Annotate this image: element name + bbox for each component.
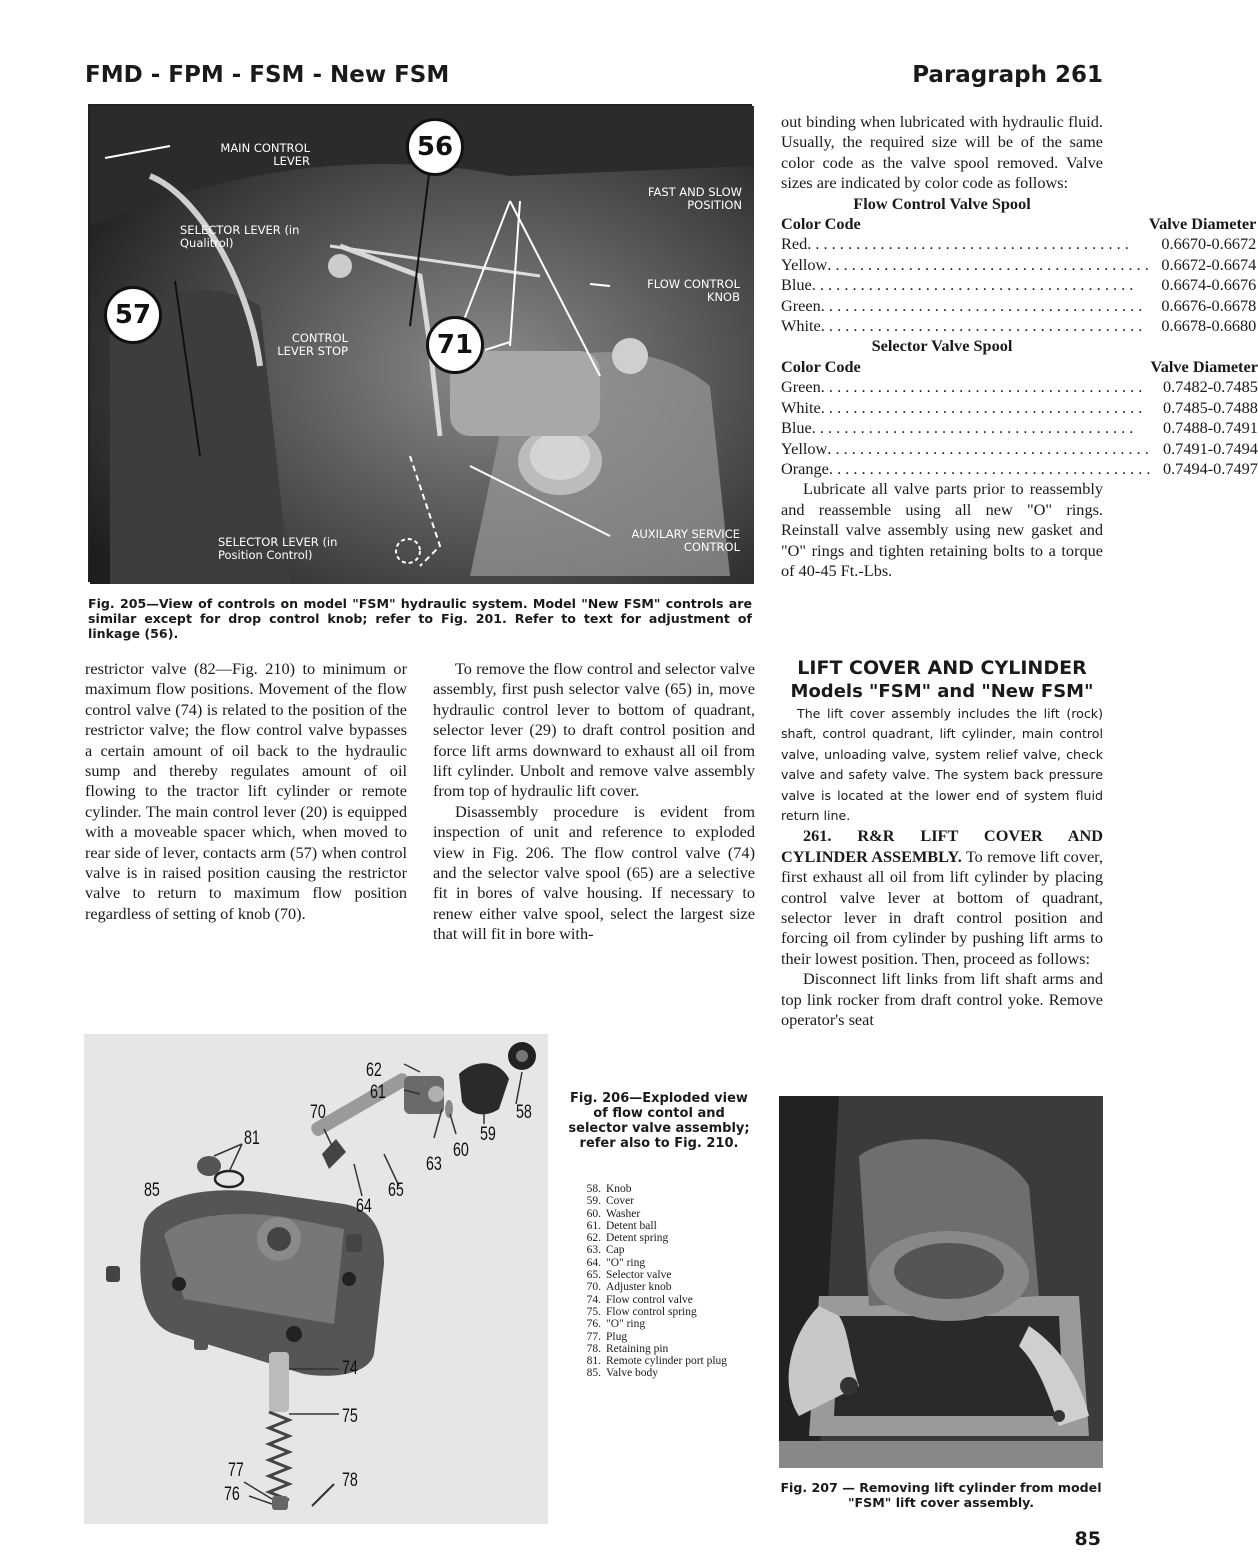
selector-spool-color-text: Blue <box>781 418 812 438</box>
legend-number: 62. <box>586 1232 601 1245</box>
legend-text: Detent spring <box>606 1232 669 1245</box>
selector-spool-color <box>781 439 1150 459</box>
flow-spool-diameter: 0.6672-0.6674 <box>1161 254 1257 274</box>
selector-spool-diameter: 0.7488-0.7491 <box>1162 418 1258 438</box>
flow-spool-leader-dots: . . . . . . . . . . . . . . . . . . . . . . . . . . . . . . . . . . . . . . . . <box>827 254 1149 274</box>
legend-text: Flow control spring <box>606 1305 697 1318</box>
legend-text: Cap <box>606 1244 625 1257</box>
legend-text: Knob <box>606 1183 632 1195</box>
flow-spool-row <box>781 296 1256 316</box>
fig207-photo <box>779 1096 1103 1468</box>
selector-table-title: Selector Valve Spool <box>871 336 1013 356</box>
legend-number: 61. <box>586 1219 601 1232</box>
part-num-63: 63 <box>426 1154 442 1175</box>
label-auxilary: AUXILARY SERVICE CONTROL <box>631 527 740 554</box>
section-intro: The lift cover assembly includes the lift (rock) shaft, control quadrant, lift cylinder, main control valve, unloading valve, system relief valve, check valve and safety valve. The system back pressure valve is located at the lower end of system fluid return line. <box>781 706 1103 824</box>
flow-spool-color-text: White <box>781 316 821 336</box>
legend-item <box>579 1269 759 1281</box>
selector-spool-row <box>781 459 1258 479</box>
selector-spool-leader-dots: . . . . . . . . . . . . . . . . . . . . . . . . . . . . . . . . . . . . . . . . <box>811 418 1134 438</box>
label-control-lever-stop: CONTROL LEVER STOP <box>277 331 348 358</box>
legend-number: 64. <box>586 1256 601 1269</box>
part-num-61: 61 <box>370 1082 386 1103</box>
legend-text: Retaining pin <box>606 1342 669 1355</box>
selector-spool-diameter: 0.7485-0.7488 <box>1162 397 1258 417</box>
selector-spool-diameter: 0.7494-0.7497 <box>1162 458 1258 478</box>
flow-spool-row <box>781 275 1256 295</box>
part-num-65: 65 <box>388 1180 404 1201</box>
legend-text: Remote cylinder port plug <box>606 1355 728 1368</box>
paragraph-261-text: To remove lift cover, first exhaust all oil from lift cylinder by placing control valve lever at bottom of quadrant, selector lever in draft control position and forcing oil from cylinder by pushing lift arms to their lowest position. Then, proceed as follows: <box>781 846 1104 968</box>
flow-spool-color-text: Green <box>781 295 821 315</box>
part-num-74: 74 <box>342 1358 358 1379</box>
legend-number: 59. <box>586 1195 601 1208</box>
sel-col-dia: Valve Diameter <box>1150 356 1258 376</box>
flow-spool-leader-dots: . . . . . . . . . . . . . . . . . . . . . . . . . . . . . . . . . . . . . . . . <box>820 316 1143 336</box>
paragraph-261-heading: 261. R&R LIFT COVER AND CYLINDER ASSEMBLY. <box>781 826 1103 866</box>
running-header-left: FMD - FPM - FSM - New FSM <box>85 62 450 88</box>
legend-text: Valve body <box>606 1367 659 1380</box>
section-title: LIFT COVER AND CYLINDER <box>797 657 1087 679</box>
selector-spool-row <box>781 377 1258 397</box>
selector-spool-row <box>781 418 1258 438</box>
selector-spool-color <box>781 398 1150 418</box>
selector-spool-table <box>781 357 1258 479</box>
legend-number: 81. <box>586 1355 601 1368</box>
legend-number: 77. <box>586 1330 601 1343</box>
flow-spool-diameter: 0.6674-0.6676 <box>1161 275 1257 295</box>
legend-number: 60. <box>586 1207 601 1220</box>
col2-paragraph-1: To remove the flow control and selector valve assembly, first push selector valve (65) in, move hydraulic control lever to bottom of quadrant, selector lever (29) to draft control position and force lift arms downward to exhaust all oil from lift cylinder. Unbolt and remove valve assembly from top of hydraulic lift cover. <box>433 659 755 801</box>
flow-spool-leader-dots: . . . . . . . . . . . . . . . . . . . . . . . . . . . . . . . . . . . . . . . . <box>820 295 1143 315</box>
selector-spool-color-text: Green <box>781 377 821 397</box>
legend-item <box>579 1331 759 1343</box>
page-number: 85 <box>1074 1528 1101 1550</box>
fig206-exploded-view <box>84 1034 548 1524</box>
legend-item <box>579 1281 759 1293</box>
flow-spool-color-text: Yellow <box>781 254 828 274</box>
legend-text: "O" ring <box>606 1256 646 1269</box>
flow-spool-row <box>781 255 1256 275</box>
badge-56: 56 <box>406 118 464 176</box>
legend-item <box>579 1257 759 1269</box>
selector-spool-leader-dots: . . . . . . . . . . . . . . . . . . . . . . . . . . . . . . . . . . . . . . . . <box>820 397 1143 417</box>
flow-spool-color <box>781 255 1149 275</box>
intro-paragraph: out binding when lubricated with hydraulic fluid. Usually, the required size will be of the same color code as the valve spool removed. Valve sizes are indicated by color code as follows: <box>781 112 1103 193</box>
legend-number: 74. <box>586 1293 601 1306</box>
legend-item <box>579 1195 759 1207</box>
flow-spool-row <box>781 316 1256 336</box>
fig207-caption: Fig. 207 — Removing lift cylinder from model "FSM" lift cover assembly. <box>780 1480 1102 1510</box>
flow-spool-diameter: 0.6678-0.6680 <box>1161 316 1257 336</box>
flow-col-color: Color Code <box>781 214 861 234</box>
selector-spool-color <box>781 459 1150 479</box>
selector-spool-color <box>781 377 1150 397</box>
selector-spool-color <box>781 418 1150 438</box>
part-num-78: 78 <box>342 1470 358 1491</box>
flow-spool-color <box>781 296 1149 316</box>
selector-spool-leader-dots: . . . . . . . . . . . . . . . . . . . . . . . . . . . . . . . . . . . . . . . . <box>827 438 1149 458</box>
legend-text: Adjuster knob <box>606 1281 672 1294</box>
legend-number: 70. <box>586 1281 601 1294</box>
label-main-control-lever: MAIN CONTROL LEVER <box>220 141 310 168</box>
flow-spool-color <box>781 234 1149 254</box>
part-num-59: 59 <box>480 1124 496 1145</box>
selector-spool-leader-dots: . . . . . . . . . . . . . . . . . . . . . . . . . . . . . . . . . . . . . . . . <box>828 458 1151 478</box>
column-1 <box>85 659 407 924</box>
legend-text: Selector valve <box>606 1269 672 1282</box>
selector-spool-leader-dots: . . . . . . . . . . . . . . . . . . . . . . . . . . . . . . . . . . . . . . . . <box>820 377 1143 397</box>
section-subtitle: Models "FSM" and "New FSM" <box>790 681 1094 702</box>
legend-item <box>579 1220 759 1232</box>
badge-57: 57 <box>104 286 162 344</box>
flow-spool-color <box>781 275 1149 295</box>
flow-spool-leader-dots: . . . . . . . . . . . . . . . . . . . . . . . . . . . . . . . . . . . . . . . . <box>811 275 1134 295</box>
legend-item <box>579 1232 759 1244</box>
fig207-illustration <box>779 1096 1103 1468</box>
selector-spool-color-text: Yellow <box>781 438 828 458</box>
label-flow-control-knob: FLOW CONTROL KNOB <box>647 277 740 304</box>
part-num-58: 58 <box>516 1102 532 1123</box>
part-num-60: 60 <box>453 1140 469 1161</box>
selector-spool-row <box>781 439 1258 459</box>
legend-item <box>579 1183 759 1195</box>
flow-spool-diameter: 0.6676-0.6678 <box>1161 295 1257 315</box>
legend-item <box>579 1306 759 1318</box>
legend-number: 75. <box>586 1305 601 1318</box>
legend-item <box>579 1208 759 1220</box>
paragraph-261 <box>781 826 1103 969</box>
legend-number: 85. <box>586 1367 601 1380</box>
legend-number: 78. <box>586 1342 601 1355</box>
part-num-81: 81 <box>244 1128 260 1149</box>
part-num-62: 62 <box>366 1060 382 1081</box>
legend-number: 76. <box>586 1318 601 1331</box>
legend-text: Detent ball <box>606 1219 657 1232</box>
part-num-85: 85 <box>144 1180 160 1201</box>
label-fast-slow: FAST AND SLOW POSITION <box>647 185 742 212</box>
part-num-76: 76 <box>224 1484 240 1505</box>
flow-spool-color-text: Blue <box>781 275 812 295</box>
fig206-caption: Fig. 206—Exploded view of flow contol and selector valve assembly; refer also to Fig. 210. <box>568 1091 750 1151</box>
legend-item <box>579 1367 759 1379</box>
sel-col-color: Color Code <box>781 356 861 376</box>
flow-col-dia: Valve Diameter <box>1148 214 1257 234</box>
col2-paragraph-2: Disassembly procedure is evident from inspection of unit and reference to exploded view in Fig. 206. The flow control valve (74) and the selector valve spool (65) are a selective fit in bores of valve housing. If necessary to renew either valve spool, select the largest size that will fit in bore with- <box>433 801 755 944</box>
running-header-right: Paragraph 261 <box>912 62 1103 88</box>
legend-number: 65. <box>586 1269 601 1282</box>
selector-spool-diameter: 0.7482-0.7485 <box>1162 377 1258 397</box>
disconnect-paragraph: Disconnect lift links from lift shaft arms and top link rocker from draft control yoke. Remove operator's seat <box>781 969 1103 1030</box>
part-num-64: 64 <box>356 1196 372 1217</box>
label-selector-qualitrol: SELECTOR LEVER (in Qualitrol) <box>180 223 300 250</box>
legend-text: Washer <box>606 1207 641 1220</box>
lubricate-paragraph: Lubricate all valve parts prior to reassembly and reassemble using all new "O" rings. Reinstall valve assembly using new gasket and "O" rings and tighten retaining bolts to a torque of 40-45 Ft.-Lbs. <box>781 479 1103 580</box>
selector-spool-diameter: 0.7491-0.7494 <box>1162 438 1258 458</box>
fig205-caption: Fig. 205—View of controls on model "FSM" hydraulic system. Model "New FSM" controls are similar except for drop control knob; refer to Fig. 201. Refer to text for adjustment of linkage (56). <box>88 596 752 641</box>
flow-spool-row <box>781 234 1256 254</box>
fig205-photo <box>88 104 752 582</box>
flow-control-spool-table <box>781 214 1256 336</box>
selector-spool-color-text: Orange <box>781 458 829 478</box>
legend-text: Flow control valve <box>606 1293 693 1306</box>
lift-cover-section <box>781 656 1103 1031</box>
legend-number: 58. <box>586 1183 601 1195</box>
column-2 <box>433 659 755 945</box>
legend-text: "O" ring <box>606 1318 646 1331</box>
legend-item <box>579 1244 759 1256</box>
legend-item <box>579 1355 759 1367</box>
legend-text: Plug <box>606 1330 628 1343</box>
legend-item <box>579 1294 759 1306</box>
flow-spool-color-text: Red <box>781 234 808 254</box>
legend-number: 63. <box>586 1244 601 1257</box>
part-num-75: 75 <box>342 1406 358 1427</box>
right-column-top <box>781 112 1258 581</box>
selector-spool-color-text: White <box>781 397 821 417</box>
col1-paragraph: restrictor valve (82—Fig. 210) to minimum or maximum flow positions. Movement of the flow control valve (74) is related to the position of the restrictor valve; the flow control valve bypasses a certain amount of oil back to the hydraulic sump and thereby regulates amount of oil flowing to the tractor lift cylinder or remote cylinder. The main control lever (20) is equipped with a moveable spacer which, when moved to rear side of lever, contacts arm (57) when control valve is in raised position causing the restrictor valve to return to maximum flow position regardless of setting of knob (70). <box>85 659 407 923</box>
flow-spool-leader-dots: . . . . . . . . . . . . . . . . . . . . . . . . . . . . . . . . . . . . . . . . <box>807 234 1129 254</box>
fig206-legend <box>579 1183 759 1380</box>
part-num-77: 77 <box>228 1460 244 1481</box>
fig205-illustration <box>90 106 754 584</box>
part-num-70: 70 <box>310 1102 326 1123</box>
badge-71: 71 <box>426 316 484 374</box>
flow-table-title: Flow Control Valve Spool <box>853 193 1031 213</box>
label-selector-position: SELECTOR LEVER (in Position Control) <box>218 535 338 562</box>
legend-item <box>579 1318 759 1330</box>
flow-spool-diameter: 0.6670-0.6672 <box>1161 234 1257 254</box>
legend-text: Cover <box>606 1195 635 1208</box>
selector-spool-row <box>781 398 1258 418</box>
flow-spool-color <box>781 316 1149 336</box>
legend-item <box>579 1343 759 1355</box>
